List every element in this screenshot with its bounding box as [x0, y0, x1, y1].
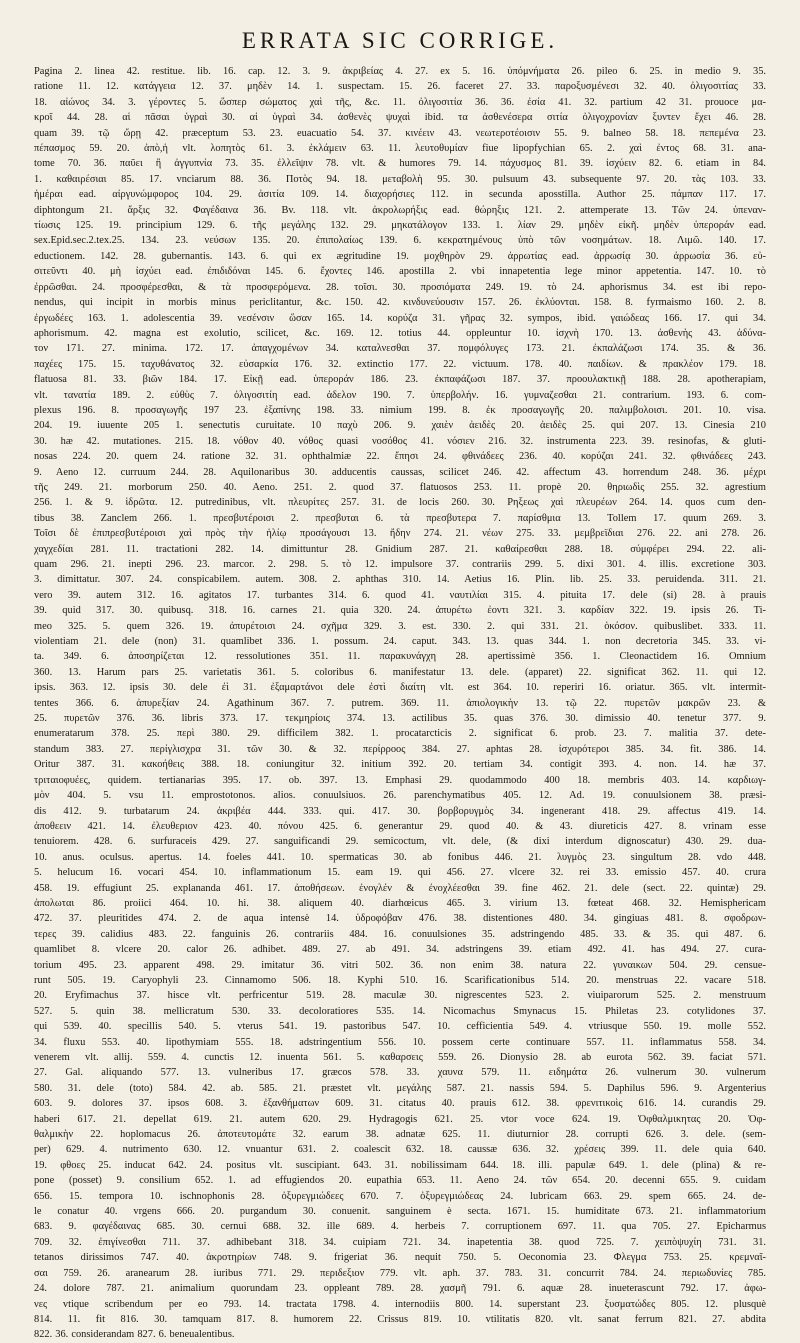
errata-line: 603. 9. dolores 37. ipsos 608. 3. ἐξανθήματων 609. 31. citatus 40. prauis 612. 38. φρενιτικοὶς 616. 14. curandis 29. [34, 1098, 766, 1110]
errata-body [34, 64, 766, 1343]
errata-line: plexus 196. 8. προσαγωγῆς 197 23. ἐξαπίνης 198. 33. nimium 199. 8. ἐκ προσαγωγῆς 20. παλιμβολοισι. 201. 10. visa. [34, 404, 766, 416]
errata-line: diphtongum 21. ἄρξις 32. Φαγέδαινα 36. Bv. 118. vlt. ἀκρολωρήξις ead. θώρηξις 121. 2. attemperate 13. Τῶν 24. ὑπεναν- [34, 204, 766, 216]
errata-line: τῆς 249. 21. morborum 250. 40. Aeno. 251. 2. quod 37. flatuosos 253. 11. propè 20. θηριωδὶς 255. 32. agrestium [34, 481, 766, 493]
errata-line: meo 325. 5. quem 326. 19. ἀπυρέτοισι 24. σχῆμα 329. 3. est. 330. 2. qui 331. 21. ὁκόσον. quibuslibet. 333. 11. [34, 620, 766, 632]
errata-line: aphorismum. 42. magna est exolutio, scilicet, &c. 169. 12. totius 44. oppleuntur 10. ἰσχνὴ 170. 13. ἀσθενὴς 43. ἀδύνα- [34, 327, 766, 339]
errata-line: τερες 39. calidius 483. 22. fanguinis 26. contrariis 484. 16. conuulsiones 35. adstringendo 485. 33. & 35. qui 487. 6. [34, 928, 766, 940]
errata-line: παχέες 175. 15. ταχυθάνατος 32. εὐσαρκία 176. 32. extinctio 177. 22. victuum. 178. 40. παιδίων. & πρακλέον 179. 18. [34, 358, 766, 370]
page-title: ERRATA SIC CORRIGE. [241, 28, 559, 53]
errata-line: 822. 36. considerandam 827. 6. beneualentibus. [34, 1329, 235, 1341]
errata-line: 3. dimittatur. 307. 24. conspicabilem. autem. 308. 2. aphthas 310. 14. Aetius 16. Plin. lib. 25. 33. peruidenda. 311. 21. [34, 574, 766, 586]
errata-line: 458. 19. effugiunt 25. explananda 461. 17. ἀποθήσεων. ἐνογλέν & ἐνοχλέεσθαι 39. fine 462. 21. dele (sect. 22. quintæ) 29. [34, 882, 766, 894]
errata-line: nosas 224. 20. quem 24. ratione 32. 31. ophthalmiæ 22. ἔπησι 24. φθινάδεες 236. 40. κορύζαι 241. 32. φθινάδεες 243. [34, 451, 766, 463]
errata-line: ἡμέραι ead. αἰργυνώμφορος 104. 29. ἀσιτία 109. 14. διαχορήσιες 112. in secunda aposstilla. Author 25. πάμπαν 117. 17. [34, 189, 766, 201]
errata-line: enumeratarum 378. 25. περὶ 380. 29. difficilem 382. 1. procatarcticis 2. significat 6. prob. 23. 7. malitia 37. dete- [34, 728, 766, 740]
errata-line: qui 539. 40. specillis 540. 5. vterus 541. 19. pastoribus 547. 10. cefficientia 549. 4. vtriusque 550. 19. molle 552. [34, 1021, 766, 1033]
errata-line: vlt. τανατία 189. 2. εὐθὺς 7. ὀλιγοσιτίη ead. ἀδελον 190. 7. ὑπερβολήν. 16. γυμναζεσθαι 21. contrarium. 193. 6. com- [34, 389, 766, 401]
errata-line: 360. 13. Harum pars 25. varietatis 361. 5. coloribus 6. manifestatur 13. dele. (apparet) 22. significat 362. 11. qui 12. [34, 666, 766, 678]
errata-line: Τοῖσι δὲ ἐπιπρεσβυτέροισι χαὶ πρὸς τὴν ἡλίῳ προσάγουσι 13. ἤδην 274. 21. νέων 275. 33. μεμβρεϊδιαι 276. 22. ani 278. 26. [34, 528, 766, 540]
errata-line: 25. πυρετῶν 376. 36. libris 373. 17. τεκμηρίοις 374. 13. actilibus 35. quas 376. 30. dimissio 40. tenetur 377. 9. [34, 713, 766, 725]
errata-line: 204. 19. iuuente 205 1. senectutis curuitate. 10 παχὺ 206. 9. χαιὲν ἀειδὲς 20. ἀειδὲς 25. qui 207. 13. Cinesia 210 [34, 420, 766, 432]
errata-line: tenuiorem. 428. 6. surfuraceis 429. 27. sanguificandi 29. semicoctum, vlt. dele, (& dixi interdum dignoscatur) 430. 29. dua- [34, 836, 766, 848]
errata-line: 24. dolore 787. 21. animalium quorundam 23. oppleant 789. 28. χασμῆ 791. 6. aquæ 28. inueterascunt 792. 17. ἀφω- [34, 1283, 766, 1295]
errata-line: 656. 15. tempora 10. ischnophonis 28. ὀξυρεγμιώδεες 670. 7. ὀξυρεγμιώδεας 24. lubricam 663. 29. spem 665. 24. de- [34, 1190, 766, 1202]
errata-line: 20. Eryfimachus 37. hisce vlt. perfricentur 519. 28. maculæ 30. nigrescentes 523. 2. viuiparorum 525. 2. menstruum [34, 990, 766, 1002]
errata-line: 814. 11. fit 816. 30. tamquam 817. 8. humorem 22. Crissus 819. 10. vtilitatis 820. vlt. sanat ferrum 821. 27. abdita [34, 1313, 766, 1325]
errata-line: 472. 37. pleuritides 474. 2. de aqua intensè 14. ὑδροφόβαν 476. 38. distentiones 480. 34. gingiuas 481. 8. σφοδρων- [34, 913, 766, 925]
errata-line: 527. 5. quin 38. mellicratum 530. 33. decoloratiores 535. 14. Nicomachus Smynacus 15. Philetas 23. cotylidones 37. [34, 1005, 766, 1017]
errata-line: σαι 759. 26. aranearum 28. iuribus 771. 29. περιδεξιον 779. vlt. aph. 37. 783. 31. concurrit 784. 24. περιωδυνίες 785. [34, 1267, 766, 1279]
errata-line: ἀπολωται 86. proiici 464. 10. hi. 38. aliquem 40. diarhœicus 465. 3. virium 13. fœteat 468. 32. Hemisphericam [34, 897, 766, 909]
errata-line: 27. Gal. aliquando 577. 13. vulneribus 17. græcos 578. 33. χαυνα 579. 11. ειδημάτα 26. vulnerum 30. vulnerum [34, 1067, 766, 1079]
errata-line: Oritur 387. 31. κακοήθεις 388. 18. coniungitur 32. initium 392. 20. tertiam 34. contigit 393. 4. non. 14. hæ 37. [34, 759, 766, 771]
errata-line: τον 171. 27. minima. 172. 17. ἀπαγχομένων 34. καταλνεσθαι 37. πομφόλυγες 173. 21. ἐκπαλάζωσι 174. 35. & 36. [34, 343, 766, 355]
errata-line: ἐργωδέες 163. 1. adolescentia 39. νεσένσιν ὥσαν 165. 14. κορύζα 31. γῆρας 32. sympos, ibid. γαιώδεας 166. 17. qui 34. [34, 312, 766, 324]
errata-line: 39. quid 317. 30. quibusq. 318. 16. carnes 21. quia 320. 24. ἀπυρέτω ἐοντι 321. 3. καρδίαν 322. 19. ipsis 26. Ti- [34, 605, 766, 617]
errata-line: τίωσις 125. 19. principium 129. 6. τῆς μεγάλης 132. 29. μηκατάλογον 133. 1. λίαν 29. μηδὲν εἰκῆ. μηδὲν ὑπεροράν ead. [34, 220, 766, 232]
errata-line: 9. Aeno 12. curruum 244. 28. Aquilonaribus 30. adducentis caussas, scilicet 246. 42. affectum 43. horrendum 248. 36. μέχρι [34, 466, 766, 478]
errata-line: νες vtique scribendum per eo 793. 14. tractata 1798. 4. internodiis 800. 14. superstant 23. ξυσματώδες 805. 12. plusquè [34, 1298, 766, 1310]
errata-line: ta. 349. 6. ἀποσηρίζεται 12. ressolutiones 351. 11. παρακυνάγχη 28. apertissimè 356. 1. Cleonactidem 16. Omnium [34, 651, 766, 663]
errata-line: per) 629. 4. nutrimento 630. 12. vnuantur 631. 2. coalescit 632. 18. caussæ 636. 32. χρέσεις 399. 11. dele quia 640. [34, 1144, 766, 1156]
errata-line: πέπασμος 59. 20. ἀπὸ,ἡ vlt. λοπητὸς 61. 3. ἐκλάμειν 63. 11. λευτοθυμίαν fiue lipopfychian 65. 2. χαὶ ἐντος 68. 31. ana- [34, 143, 766, 155]
errata-line: χαγχεδίαι 281. 11. tractationi 282. 14. dimittuntur 28. Gnidium 287. 21. καθαίρεσθαι 288. 18. σύμφέρει 294. 22. ali- [34, 543, 766, 555]
errata-line: 30. hæ 42. mutationes. 215. 18. νόθον 40. νόθος quasi νοσόθος 41. νόσιεν 216. 32. instrumenta 223. 39. resinofas, & gluti- [34, 435, 766, 447]
errata-line: ἀποθεειν 421. 14. ἐλευθεριον 423. 40. πόνου 425. 6. generantur 29. quod 40. & 43. diureticis 427. 8. vrinam esse [34, 820, 766, 832]
errata-line: 18. αἰώνος 34. 3. γέροντες 5. ὥσπερ σώματος χαὶ τῆς, &c. 11. ὀλιγοσιτία 36. 36. ἐσία 41. 32. partium 42 31. prouoce μα- [34, 96, 766, 108]
errata-line: tibus 38. Zanclem 266. 1. πρεσβυτέροισι 2. πρεσβυται 6. τὰ πρεσβυτερα 7. παρίσθμια 13. Tollem 17. quum 269. 3. [34, 512, 766, 524]
errata-line: venerem vlt. allij. 559. 4. cunctis 12. inuenta 561. 5. καθαρσεις 559. 26. Dionysio 28. ab eurota 562. 39. faciat 571. [34, 1052, 766, 1063]
errata-line: Pagina 2. linea 42. restitue. lib. 16. cap. 12. 3. 9. ἀκριβείας 4. 27. ex 5. 16. ὑπόμνήματα 26. pileo 6. 25. in medio 9. 35. [34, 66, 766, 77]
errata-line: quam 296. 21. inepti 296. 23. marcor. 2. 298. 5. τὸ 12. impulsore 37. contrariis 299. 5. dixi 301. 4. illis. excretione 303. [34, 559, 766, 570]
errata-line: standum 383. 27. περίγλισχρα 31. τῶν 30. & 32. περίρροος 384. 27. aphtas 28. ἰσχυρότεροι 385. 34. fit. 386. 14. [34, 743, 766, 755]
errata-line: dis 412. 9. turbatarum 24. ἀκριβέα 444. 333. qui. 417. 30. βορβορυγμὸς 34. ingenerant 418. 29. affectus 419. 14. [34, 805, 766, 817]
errata-line: le conatur 40. vrgens 666. 20. purgandum 30. conuenit. sanguinem è secta. 1671. 15. humiditate 673. 21. inflammatorium [34, 1206, 766, 1218]
errata-line: 10. anus. oculsus. apertus. 14. foeles 441. 10. spermaticas 30. ab fonibus 446. 21. λυγμὸς 23. singultum 28. vdo 448. [34, 851, 766, 863]
errata-line: ratione 11. 12. κατάγγεια 12. 37. μηδὲν 14. 1. suspectam. 15. 26. faceret 27. 33. παροξυσμένεσι 32. 40. ὀλιγοσιτίας 33. [34, 81, 766, 93]
errata-line: pone (posset) 9. consilium 652. 1. ad effugiendos 20. eupathia 653. 11. Aeno 24. τῶν 654. 20. decenni 655. 9. cuidam [34, 1175, 766, 1187]
errata-line: κροῖ 44. 28. αἱ πᾶσαι ὑγραὶ 30. αἱ ὑγραὶ 34. ἀσθενὲς ψυχαὶ ibid. τα ἀσθενέσερα σιτία ὀλιγοχρονίαν ξυντεν ἔχει 46. 28. [34, 112, 766, 124]
errata-line: 683. 9. φαγέδαινας 685. 30. cernui 688. 32. ille 689. 4. herbeis 7. corruptionem 697. 11. qua 705. 27. Epicharmus [34, 1221, 766, 1233]
errata-line: σιτεῦντι 40. μὴ ἰσχύει ead. ἐπιδιδόναι 145. 6. ἔχοντες 146. apostilla 2. vbi innapetentia lege minor appetentia. 147. 10. τὸ [34, 266, 766, 278]
errata-line: 580. 31. dele (toto) 584. 42. ab. 585. 21. præstet vlt. μεγάλης 587. 21. nassis 594. 5. Daphilus 596. 9. Argenterius [34, 1082, 766, 1094]
errata-line: tentes 366. 6. ἀπυρεξίαν 24. Agathinum 367. 7. putrem. 369. 11. ἀπιολογικὴν 13. τῷ 22. πυρετῶν μακρῶν 23. & [34, 697, 766, 709]
errata-line: tetanos dirissimos 747. 40. ἀκροτηρίων 748. 9. frigeriat 36. nequit 750. 5. Oeconomia 23. Φλεγμα 753. 25. κρεμναῖ- [34, 1252, 766, 1264]
errata-line: 34. fluxu 553. 40. lipothymiam 555. 18. adstringentium 556. 10. possem certe continuare 557. 11. inflammatus 558. 34. [34, 1036, 766, 1048]
errata-line: μὸν 404. 5. vsu 11. emprostotonos. alios. conuulsiuos. 26. parenchymatibus 405. 12. Ad. 19. conuulsionem 38. præsi- [34, 790, 766, 802]
errata-line: eductionem. 142. 28. gubernantis. 143. 6. qui ex ægritudine 19. μοχθηρὸν 29. ἀρρωτίας ead. ἀρρωσίᾳ 30. ἀρρωσία 36. εὐ- [34, 250, 766, 262]
errata-line: τριταιοφυέες, quidem. tertianarias 395. 17. ob. 397. 13. Emphasi 29. quodammodo 400 18. membris 403. 14. καρδιωγ- [34, 774, 766, 786]
errata-line: violentiam 21. dele (non) 31. quamlibet 336. 1. possum. 24. caput. 343. 13. quas 344. 1. non decretoria 345. 33. vi- [34, 636, 766, 648]
errata-line: ipsis. 363. 12. ipsis 30. dele ἐὶ 31. ἐξαμαρτάνοι dele ἐστὶ διαίτη vlt. est 364. 10. reperiri 16. oriatur. 365. vlt. intermit- [34, 682, 766, 694]
errata-line: runt 505. 19. Caryophyli 23. Cinnamomo 506. 18. Kyphi 510. 16. Scarificationibus 514. 20. menstruas 22. vacare 518. [34, 974, 766, 986]
errata-line: nendus, qui incipit in morbis minus periclitantur, &c. 150. 42. κινδυνεύουσιν 157. 26. ἐκλύονται. 158. 8. fyrmaismo 160. 2. 8. [34, 297, 766, 309]
errata-line: 5. helucum 16. vocari 454. 10. inflammationum 15. eam 19. qui 456. 27. vlcere 32. rei 33. emissio 457. 40. crura [34, 867, 766, 879]
errata-line: sex.Epid.sec.2.tex.25. 134. 23. νεύσων 135. 20. ἐπιπολαίως 139. 6. κεκρατημένους ὑπὸ τῶν νοσημάτων. 18. Λιμῶ. 140. 17. [34, 235, 766, 247]
errata-line: 709. 32. ἐπιγίνεσθαι 711. 37. adhibebant 318. 34. cuipiam 721. 34. inapetentia 38. quod 725. 7. χειπὸψυχίη 731. 31. [34, 1236, 766, 1248]
errata-line: quam 39. τῷ ὤρῃ 42. præceptum 53. 23. euacuatio 54. 37. κινέειν 43. νεωτεροτέοισιν 55. 9. balneo 58. 18. πεπεμένα 23. [34, 127, 766, 139]
errata-line: 256. 1. & 9. ἱδρῶτα. 12. putredinibus, vlt. πλευρίτες 257. 31. de locis 260. 30. Ρηξεως χαὶ πλευρέων 264. 14. quos cum den- [34, 497, 766, 509]
errata-line: torium 495. 23. apparent 498. 29. imitatur 36. vitri 502. 36. non enim 38. natura 22. γυναικων 504. 29. censue- [34, 959, 766, 971]
errata-line: θαλμικὴν 22. hoplomacus 26. ἀποτευτομάτε 32. earum 38. adnatæ 625. 11. diuturnior 28. corrupti 626. 3. dele. (sem- [34, 1129, 766, 1141]
errata-line: 1. καθαιρέσιαι 85. 17. vnciarum 88. 36. Ποτὸς 94. 18. μεταβολὴ 95. 30. pulsuum 43. subsequente 97. 20. τὰς 103. 33. [34, 173, 766, 185]
errata-line: vero 39. autem 312. 16. agitatos 17. turbantes 314. 6. quod 41. ναυτιλίαι 315. 4. pituita 17. dele (si) 28. à prauis [34, 589, 766, 601]
errata-line: flatuosa 81. 33. βιῶν 184. 17. Εἰκῇ ead. ὑπεροράν 186. 23. ἐκπαφάζωσι 187. 37. προουλακτικῇ 188. 28. apotherapiam, [34, 374, 766, 386]
errata-line: haberi 617. 21. depellat 619. 21. autem 620. 29. Hydragogis 621. 25. vtor voce 624. 19. Ὀφθαλμικητας 20. Ὀφ- [34, 1113, 766, 1125]
errata-line: quamlibet 8. vlcere 20. calor 26. adhibet. 489. 27. ab 491. 34. adstringens 39. etiam 492. 41. has 494. 27. cura- [34, 944, 766, 956]
errata-line: 19. φθοες 25. inducat 642. 24. positus vlt. suscipiant. 643. 31. nobilissimam 644. 18. illi. papulæ 649. 1. dele (plina) & re- [34, 1159, 766, 1171]
errata-line: ἐρρῶσθαι. 24. προσφέρεσθαι, & τὰ προσφερόμενα. 28. τοῖσι. 30. προσιόματα 249. 19. τὸ 24. aphorismus 34. est ibi repo- [34, 281, 766, 293]
errata-line: tome 70. 36. παῦει ἢ ἀγγυπνία 73. 35. ἐλλεῖψιν 78. vlt. & humores 79. 14. πάχυσμος 81. 39. ἰσχύειν 82. 6. etiam in 84. [34, 158, 766, 170]
